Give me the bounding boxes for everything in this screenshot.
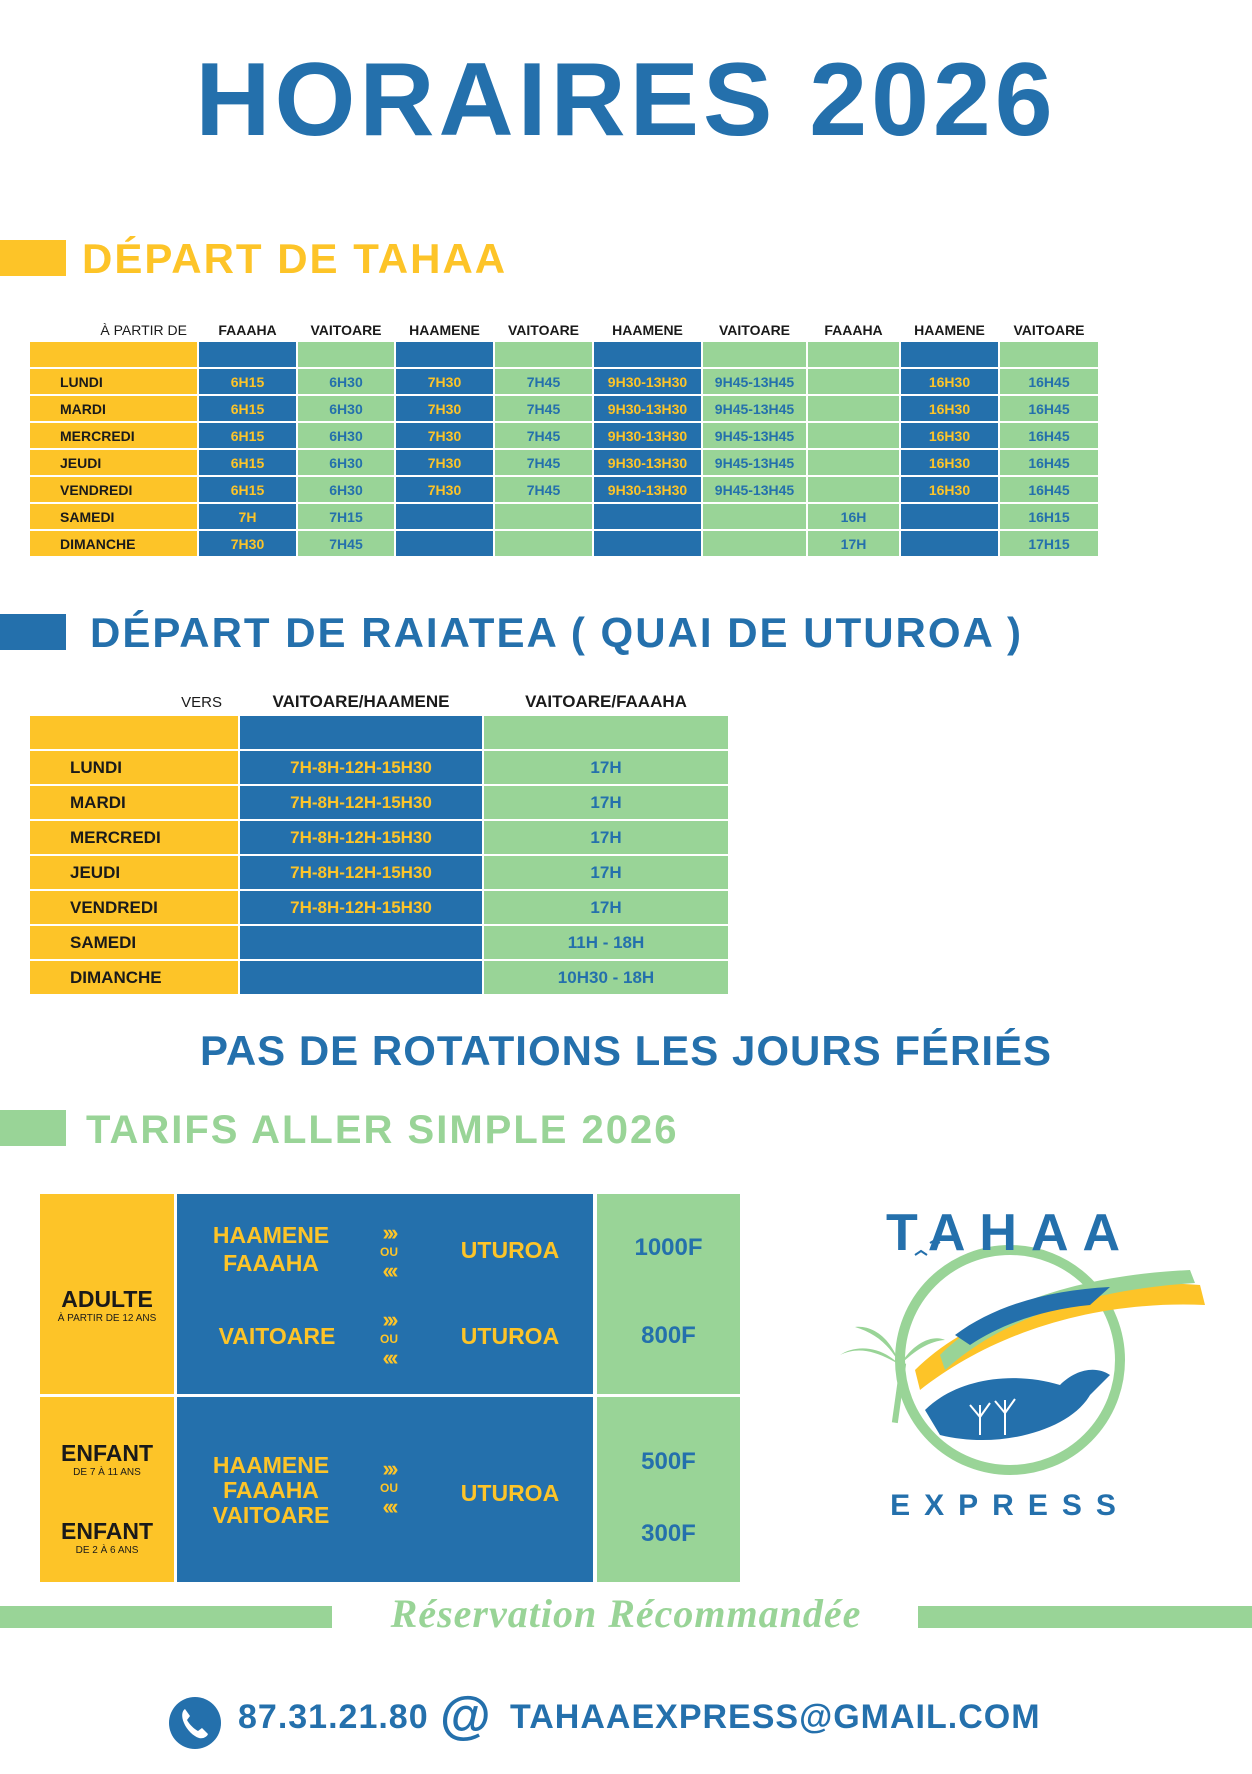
- time-cell: 7H-8H-12H-15H30: [240, 786, 482, 819]
- time-cell: [808, 423, 899, 448]
- tahaa-row: [30, 504, 1098, 529]
- day-label: SAMEDI: [30, 504, 197, 529]
- section-bar-raiatea: [0, 614, 66, 650]
- email-address[interactable]: TAHAAEXPRESS@GMAIL.COM: [510, 1698, 1041, 1736]
- page-title: HORAIRES 2026: [195, 42, 1057, 158]
- day-label: DIMANCHE: [30, 531, 197, 556]
- time-cell: [594, 531, 701, 556]
- tahaa-row: [30, 423, 1098, 448]
- time-cell: 7H30: [396, 396, 493, 421]
- spacer-cell: [594, 342, 701, 367]
- time-cell: 6H30: [298, 423, 394, 448]
- time-cell: 9H45-13H45: [703, 450, 806, 475]
- time-cell: 17H15: [1000, 531, 1098, 556]
- day-label: LUNDI: [30, 369, 197, 394]
- spacer-cell: [495, 342, 592, 367]
- day-label: MARDI: [30, 786, 238, 819]
- tahaa-row: [30, 396, 1098, 421]
- time-cell: [396, 531, 493, 556]
- spacer-cell: [703, 342, 806, 367]
- time-cell: 6H30: [298, 396, 394, 421]
- day-label: SAMEDI: [30, 926, 238, 959]
- logo-boat-stripe-green: [940, 1270, 1195, 1370]
- age-sub-child-2-6: DE 2 À 6 ANS: [75, 1545, 139, 1556]
- age-sub-adult: À PARTIR DE 12 ANS: [57, 1313, 157, 1324]
- phone-icon: [168, 1696, 222, 1750]
- time-cell: 7H45: [495, 477, 592, 502]
- day-label: JEUDI: [30, 450, 197, 475]
- time-cell: [703, 531, 806, 556]
- route1-direction: [364, 1222, 414, 1282]
- raiatea-schedule-table: [28, 688, 730, 996]
- raiatea-spacer-row: [30, 716, 728, 749]
- time-cell: 16H45: [1000, 477, 1098, 502]
- time-cell: 17H: [484, 821, 728, 854]
- phone-number[interactable]: 87.31.21.80: [238, 1698, 429, 1736]
- time-cell: 7H30: [396, 423, 493, 448]
- time-cell: 7H-8H-12H-15H30: [240, 856, 482, 889]
- route3-direction: [364, 1458, 414, 1518]
- age-label-child-2-6: ENFANT: [61, 1518, 153, 1544]
- price-child-2-6: 300F: [641, 1520, 696, 1547]
- logo-sea-creature: [925, 1370, 1110, 1440]
- raiatea-row: [30, 821, 728, 854]
- route3-destination: UTUROA: [460, 1480, 560, 1506]
- time-cell: [594, 504, 701, 529]
- time-cell: 7H45: [495, 396, 592, 421]
- time-cell: 17H: [484, 891, 728, 924]
- spacer-cell: [901, 342, 998, 367]
- time-cell: 9H45-13H45: [703, 477, 806, 502]
- time-cell: 17H: [808, 531, 899, 556]
- spacer-cell: [199, 342, 296, 367]
- at-icon: @: [440, 1687, 492, 1745]
- time-cell: 17H: [484, 856, 728, 889]
- or-label: OU: [380, 1245, 398, 1259]
- tahaa-schedule-table: [28, 318, 1100, 558]
- logo-boat-hull: [955, 1287, 1110, 1345]
- raiatea-corner-label: VERS: [181, 693, 222, 711]
- price-child-7-11: 500F: [641, 1448, 696, 1475]
- route3-origin-faaaha: FAAAHA: [223, 1477, 319, 1503]
- spacer-cell: [30, 716, 238, 749]
- time-cell: 6H30: [298, 477, 394, 502]
- price-adult-vaitoare: 800F: [641, 1322, 696, 1349]
- time-cell: 16H45: [1000, 423, 1098, 448]
- time-cell: 7H: [199, 504, 296, 529]
- tahaa-row: [30, 477, 1098, 502]
- time-cell: 7H-8H-12H-15H30: [240, 821, 482, 854]
- time-cell: 17H: [484, 751, 728, 784]
- or-label: OU: [380, 1332, 398, 1346]
- chevrons-right-icon: ›››: [382, 1456, 396, 1481]
- raiatea-header-row: [30, 690, 728, 714]
- age-label-child-7-11: ENFANT: [61, 1440, 153, 1466]
- time-cell: 9H45-13H45: [703, 396, 806, 421]
- route1-origin-faaaha: FAAAHA: [223, 1250, 319, 1276]
- tahaa-col-header: FAAAHA: [824, 322, 883, 338]
- time-cell: 16H45: [1000, 450, 1098, 475]
- or-label: OU: [380, 1481, 398, 1495]
- time-cell: [703, 504, 806, 529]
- raiatea-row: [30, 856, 728, 889]
- section-bar-tarifs: [0, 1110, 66, 1146]
- section-title-tahaa: DÉPART DE TAHAA: [82, 235, 508, 282]
- tahaa-col-header: VAITOARE: [310, 322, 382, 338]
- raiatea-col-header: VAITOARE/HAAMENE: [272, 692, 450, 711]
- time-cell: [808, 396, 899, 421]
- route2-origin-vaitoare: VAITOARE: [218, 1323, 336, 1349]
- time-cell: 6H15: [199, 477, 296, 502]
- chevrons-left-icon: ‹‹‹: [382, 1258, 396, 1283]
- chevrons-right-icon: ›››: [382, 1307, 396, 1332]
- time-cell: 11H - 18H: [484, 926, 728, 959]
- time-cell: 9H30-13H30: [594, 423, 701, 448]
- time-cell: [240, 926, 482, 959]
- spacer-cell: [298, 342, 394, 367]
- route2-direction: [364, 1309, 414, 1369]
- section-bar-tahaa: [0, 240, 66, 276]
- tahaa-col-header: FAAAHA: [218, 322, 277, 338]
- time-cell: 16H45: [1000, 369, 1098, 394]
- time-cell: 7H-8H-12H-15H30: [240, 751, 482, 784]
- raiatea-row: [30, 751, 728, 784]
- time-cell: 16H: [808, 504, 899, 529]
- spacer-cell: [30, 342, 197, 367]
- time-cell: 7H30: [396, 477, 493, 502]
- tahaa-spacer-row: [30, 342, 1098, 367]
- time-cell: 17H: [484, 786, 728, 819]
- tahaa-corner-label: À PARTIR DE: [100, 322, 187, 338]
- time-cell: 16H30: [901, 477, 998, 502]
- tahaa-row: [30, 531, 1098, 556]
- tahaa-col-header: HAAMENE: [914, 322, 985, 338]
- age-sub-child-7-11: DE 7 À 11 ANS: [73, 1467, 141, 1478]
- reservation-text: Réservation Récommandée: [390, 1591, 862, 1636]
- time-cell: 6H15: [199, 396, 296, 421]
- tarif-price-panel-adult: [597, 1194, 740, 1394]
- time-cell: 7H45: [495, 423, 592, 448]
- time-cell: 9H30-13H30: [594, 396, 701, 421]
- day-label: JEUDI: [30, 856, 238, 889]
- time-cell: 9H45-13H45: [703, 369, 806, 394]
- time-cell: 7H30: [199, 531, 296, 556]
- time-cell: [901, 531, 998, 556]
- day-label: VENDREDI: [30, 477, 197, 502]
- time-cell: 7H45: [495, 450, 592, 475]
- chevrons-left-icon: ‹‹‹: [382, 1494, 396, 1519]
- time-cell: 9H30-13H30: [594, 477, 701, 502]
- time-cell: 6H30: [298, 369, 394, 394]
- day-label: MARDI: [30, 396, 197, 421]
- time-cell: 9H45-13H45: [703, 423, 806, 448]
- section-title-tarifs: TARIFS ALLER SIMPLE 2026: [86, 1108, 679, 1152]
- logo-top-word: TAHAA: [885, 1204, 1135, 1262]
- spacer-cell: [484, 716, 728, 749]
- time-cell: 7H15: [298, 504, 394, 529]
- time-cell: 16H30: [901, 369, 998, 394]
- day-label: MERCREDI: [30, 821, 238, 854]
- age-label-adult: ADULTE: [61, 1286, 153, 1312]
- route3-origin-haamene: HAAMENE: [212, 1452, 330, 1478]
- price-adult-haamene-faaaha: 1000F: [634, 1234, 703, 1261]
- tahaa-row: [30, 369, 1098, 394]
- time-cell: 7H-8H-12H-15H30: [240, 891, 482, 924]
- time-cell: 6H30: [298, 450, 394, 475]
- time-cell: 16H30: [901, 396, 998, 421]
- tahaa-express-logo: [820, 1195, 1220, 1535]
- tahaa-col-header: VAITOARE: [718, 322, 791, 338]
- chevrons-right-icon: ›››: [382, 1220, 396, 1245]
- chevrons-left-icon: ‹‹‹: [382, 1345, 396, 1370]
- tahaa-row: [30, 450, 1098, 475]
- tahaa-col-header: VAITOARE: [1013, 322, 1085, 338]
- route1-origin-haamene: HAAMENE: [212, 1222, 330, 1248]
- day-label: VENDREDI: [30, 891, 238, 924]
- day-label: DIMANCHE: [30, 961, 238, 994]
- time-cell: 7H30: [396, 450, 493, 475]
- raiatea-row: [30, 926, 728, 959]
- time-cell: 16H45: [1000, 396, 1098, 421]
- day-label: LUNDI: [30, 751, 238, 784]
- tahaa-col-header: HAAMENE: [612, 322, 683, 338]
- time-cell: [495, 531, 592, 556]
- route2-destination: UTUROA: [460, 1323, 560, 1349]
- spacer-cell: [240, 716, 482, 749]
- spacer-cell: [1000, 342, 1098, 367]
- tahaa-col-header: HAAMENE: [409, 322, 480, 338]
- time-cell: 16H30: [901, 450, 998, 475]
- spacer-cell: [808, 342, 899, 367]
- no-holiday-notice: PAS DE ROTATIONS LES JOURS FÉRIÉS: [199, 1027, 1053, 1074]
- time-cell: [808, 450, 899, 475]
- route1-destination: UTUROA: [460, 1237, 560, 1263]
- logo-bottom-word: EXPRESS: [890, 1489, 1130, 1522]
- time-cell: 6H15: [199, 369, 296, 394]
- tahaa-header-row: [30, 320, 1098, 340]
- reservation-banner: [0, 1590, 1252, 1637]
- tahaa-col-header: VAITOARE: [507, 322, 580, 338]
- section-title-raiatea: DÉPART DE RAIATEA ( QUAI DE UTUROA ): [90, 609, 1023, 656]
- time-cell: [396, 504, 493, 529]
- time-cell: 10H30 - 18H: [484, 961, 728, 994]
- time-cell: 9H30-13H30: [594, 450, 701, 475]
- spacer-cell: [396, 342, 493, 367]
- time-cell: 6H15: [199, 423, 296, 448]
- time-cell: [808, 369, 899, 394]
- time-cell: [240, 961, 482, 994]
- time-cell: 16H30: [901, 423, 998, 448]
- time-cell: [495, 504, 592, 529]
- time-cell: 16H15: [1000, 504, 1098, 529]
- day-label: MERCREDI: [30, 423, 197, 448]
- time-cell: 9H30-13H30: [594, 369, 701, 394]
- raiatea-col-header: VAITOARE/FAAAHA: [525, 692, 687, 711]
- time-cell: [901, 504, 998, 529]
- raiatea-row: [30, 786, 728, 819]
- time-cell: [808, 477, 899, 502]
- tarif-price-panel-child: [597, 1397, 740, 1582]
- raiatea-row: [30, 891, 728, 924]
- time-cell: 7H30: [396, 369, 493, 394]
- raiatea-row: [30, 961, 728, 994]
- route3-origin-vaitoare: VAITOARE: [212, 1502, 330, 1528]
- time-cell: 7H45: [298, 531, 394, 556]
- time-cell: 7H45: [495, 369, 592, 394]
- time-cell: 6H15: [199, 450, 296, 475]
